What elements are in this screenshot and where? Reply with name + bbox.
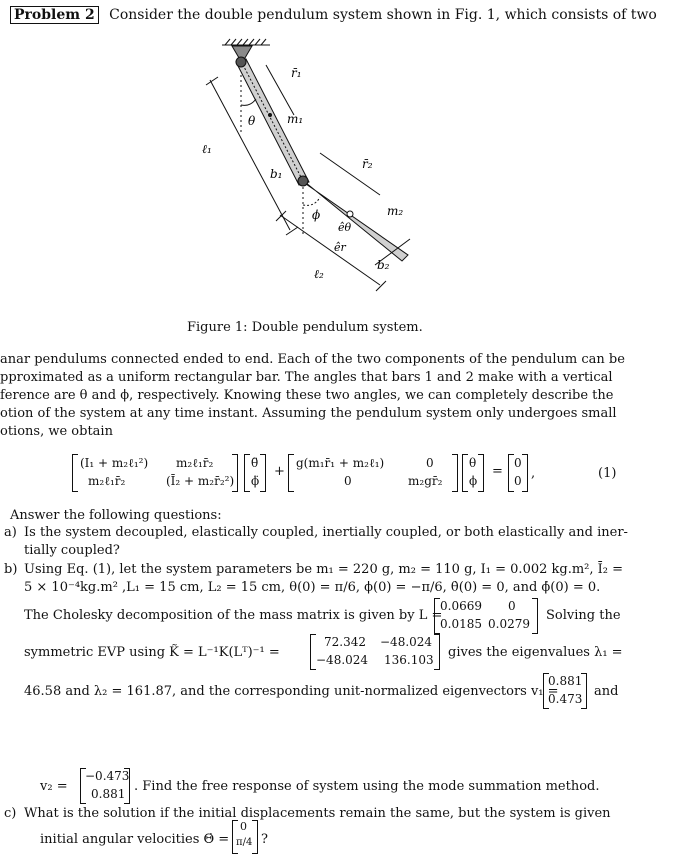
eq-plus: +	[274, 464, 285, 479]
disp-vector	[462, 454, 484, 492]
k11: g(m₁r̄₁ + m₂ℓ₁)	[296, 456, 385, 470]
q-b-line2: 5 × 10⁻⁴kg.m² ,L₁ = 15 cm, L₂ = 15 cm, θ(0) = π/6, ϕ(0) = −π/6, θ̇(0) = 0, and ϕ̇(0) = 0.	[24, 580, 601, 595]
q-a-label: a)	[4, 525, 17, 540]
eq-comma: ,	[531, 466, 536, 481]
theta-dot-vector	[232, 820, 258, 854]
label-phi: ϕ	[312, 208, 321, 222]
k12: 0	[426, 456, 434, 470]
label-r2: r̄₂	[362, 157, 373, 171]
label-theta: θ	[248, 114, 256, 128]
label-b2: b₂	[377, 258, 390, 272]
problem-label: Problem 2	[10, 6, 99, 24]
theta-dot-b: π/4	[236, 837, 253, 848]
ceiling-support	[222, 39, 270, 45]
q-c-label: c)	[4, 806, 17, 821]
body-line-2: pproximated as a uniform rectangular bar. The angles that bars 1 and 2 make with a vertical	[0, 370, 613, 385]
L21: 0.0185	[440, 617, 482, 631]
q-b-label: b)	[4, 562, 18, 577]
m12: m₂ℓ₁r̄₂	[176, 456, 214, 470]
figure-caption: Figure 1: Double pendulum system.	[187, 320, 423, 335]
kt12: −48.024	[380, 635, 433, 649]
L12: 0	[508, 599, 516, 613]
label-m2: m₂	[387, 204, 404, 218]
double-pendulum-figure	[170, 35, 470, 303]
eig-text: 46.58 and λ₂ = 161.87, and the corresponding unit-normalized eigenvectors v₁ =	[24, 684, 559, 699]
v2-b: 0.881	[91, 787, 126, 801]
L11: 0.0669	[440, 599, 482, 613]
v1-a: 0.881	[548, 674, 583, 688]
v2-after: . Find the free response of system using the mode summation method.	[134, 779, 600, 794]
zero-vector	[508, 454, 528, 492]
body-line-5: otions, we obtain	[0, 424, 113, 439]
m21: m₂ℓ₁r̄₂	[88, 474, 126, 488]
mass-matrix	[72, 454, 238, 492]
middle-joint	[298, 176, 308, 186]
q-c-after: ?	[261, 832, 268, 847]
cholesky-matrix	[434, 598, 538, 634]
m22: (Ī₂ + m₂r̄₂²)	[166, 474, 235, 488]
acc-theta: θ̈	[251, 456, 259, 470]
eq-number: (1)	[598, 466, 617, 481]
problem-header	[10, 7, 657, 23]
label-l1: ℓ₁	[202, 142, 212, 156]
eig-after: and	[594, 684, 619, 699]
L22: 0.0279	[488, 617, 530, 631]
label-l2: ℓ₂	[314, 267, 324, 281]
stiffness-matrix	[288, 454, 458, 492]
q-a-line1: Is the system decoupled, elastically coupled, inertially coupled, or both elastically and iner-	[24, 525, 628, 540]
v2-a: −0.473	[85, 769, 130, 783]
kt21: −48.024	[316, 653, 369, 667]
kt22: 136.103	[384, 653, 434, 667]
cholesky-after: Solving the	[546, 608, 621, 623]
acc-vector	[244, 454, 266, 492]
disp-theta: θ	[469, 456, 477, 470]
problem-intro: Consider the double pendulum system shown in Fig. 1, which consists of two	[109, 7, 657, 23]
ktilde-matrix	[310, 634, 440, 670]
body-line-3: ference are θ and ϕ, respectively. Knowing these two angles, we can completely describe the	[0, 388, 614, 403]
m11: (I₁ + m₂ℓ₁²)	[80, 456, 149, 470]
label-e-theta: êθ	[338, 221, 352, 234]
eq-equals: =	[492, 464, 503, 479]
q-b-line1: Using Eq. (1), let the system parameters be m₁ = 220 g, m₂ = 110 g, I₁ = 0.002 kg.m², Ī₂ =	[24, 562, 624, 577]
k22: m₂gr̄₂	[408, 474, 443, 488]
evp-text: symmetric EVP using K̃ = L⁻¹K(Lᵀ)⁻¹ =	[24, 645, 280, 660]
k21: 0	[344, 474, 352, 488]
acc-phi: ϕ̈	[251, 474, 260, 488]
cholesky-text: The Cholesky decomposition of the mass matrix is given by L =	[24, 608, 443, 623]
q-c-line1: What is the solution if the initial displacements remain the same, but the system is given	[24, 806, 611, 821]
v1-b: 0.473	[548, 692, 583, 706]
v2-label: v₂ =	[40, 779, 68, 794]
kt11: 72.342	[324, 635, 366, 649]
questions-heading: Answer the following questions:	[10, 508, 222, 523]
zero-2: 0	[514, 474, 522, 488]
label-r1: r̄₁	[291, 66, 302, 80]
body-line-4: otion of the system at any time instant. Assuming the pendulum system only undergoes small	[0, 406, 617, 421]
label-m1: m₁	[287, 112, 304, 126]
cg-1	[268, 113, 272, 117]
q-a-line2: tially coupled?	[24, 543, 120, 558]
theta-dot-a: 0	[240, 820, 247, 833]
body-line-1: anar pendulums connected ended to end. Each of the two components of the pendulum can be	[0, 352, 625, 367]
v1-vector	[543, 673, 587, 709]
v2-vector	[80, 768, 130, 804]
label-b1: b₁	[270, 167, 283, 181]
zero-1: 0	[514, 456, 522, 470]
q-c-line2: initial angular velocities Θ̇ =	[40, 832, 230, 847]
label-e-r: êr	[334, 241, 346, 254]
pivot-joint	[236, 57, 246, 67]
evp-after: gives the eigenvalues λ₁ =	[448, 645, 623, 660]
disp-phi: ϕ	[469, 474, 478, 488]
cg-2	[347, 211, 353, 217]
